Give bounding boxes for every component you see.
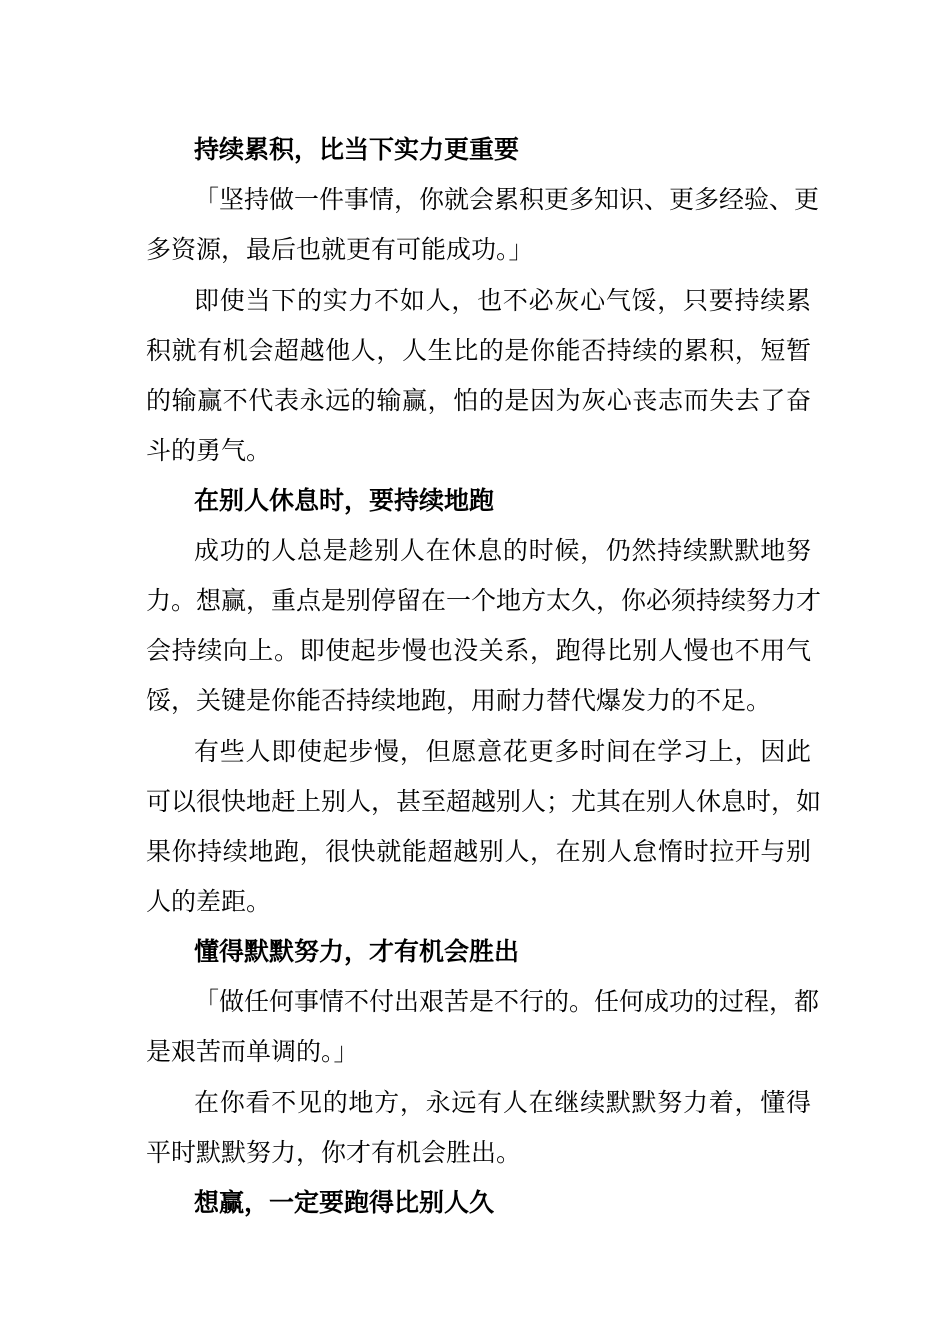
paragraph-line: 平时默默努力，你才有机会胜出。 — [146, 1138, 522, 1167]
paragraph-line: 馁，关键是你能否持续地跑，用耐力替代爆发力的不足。 — [146, 686, 772, 715]
paragraph-line: 是艰苦而单调的。」 — [146, 1037, 359, 1066]
paragraph-line: 多资源，最后也就更有可能成功。」 — [146, 235, 534, 264]
paragraph-line: 即使当下的实力不如人，也不必灰心气馁，只要持续累 — [194, 286, 811, 315]
paragraph-line: 「坚持做一件事情，你就会累积更多知识、更多经验、更 — [194, 185, 820, 214]
section-heading: 懂得默默努力，才有机会胜出 — [194, 937, 520, 966]
paragraph-line: 在你看不见的地方，永远有人在继续默默努力着，懂得 — [194, 1088, 811, 1117]
paragraph-line: 可以很快地赶上别人，甚至超越别人；尤其在别人休息时，如 — [146, 787, 822, 816]
paragraph-line: 的输赢不代表永远的输赢，怕的是因为灰心丧志而失去了奋 — [146, 386, 811, 415]
section-heading: 持续累积，比当下实力更重要 — [194, 135, 520, 164]
paragraph-line: 果你持续地跑，很快就能超越别人，在别人怠惰时拉开与别 — [146, 837, 811, 866]
section-heading: 在别人休息时，要持续地跑 — [194, 486, 495, 515]
paragraph-line: 力。想赢，重点是别停留在一个地方太久，你必须持续努力才 — [146, 586, 822, 615]
paragraph-line: 有些人即使起步慢，但愿意花更多时间在学习上，因此 — [194, 737, 811, 766]
paragraph-line: 积就有机会超越他人，人生比的是你能否持续的累积，短暂 — [146, 336, 811, 365]
paragraph-line: 「做任何事情不付出艰苦是不行的。任何成功的过程，都 — [194, 987, 820, 1016]
paragraph-line: 成功的人总是趁别人在休息的时候，仍然持续默默地努 — [194, 536, 811, 565]
paragraph-line: 会持续向上。即使起步慢也没关系，跑得比别人慢也不用气 — [146, 636, 811, 665]
paragraph-line: 人的差距。 — [146, 887, 272, 916]
paragraph-line: 斗的勇气。 — [146, 436, 272, 465]
section-heading: 想赢，一定要跑得比别人久 — [194, 1188, 495, 1217]
